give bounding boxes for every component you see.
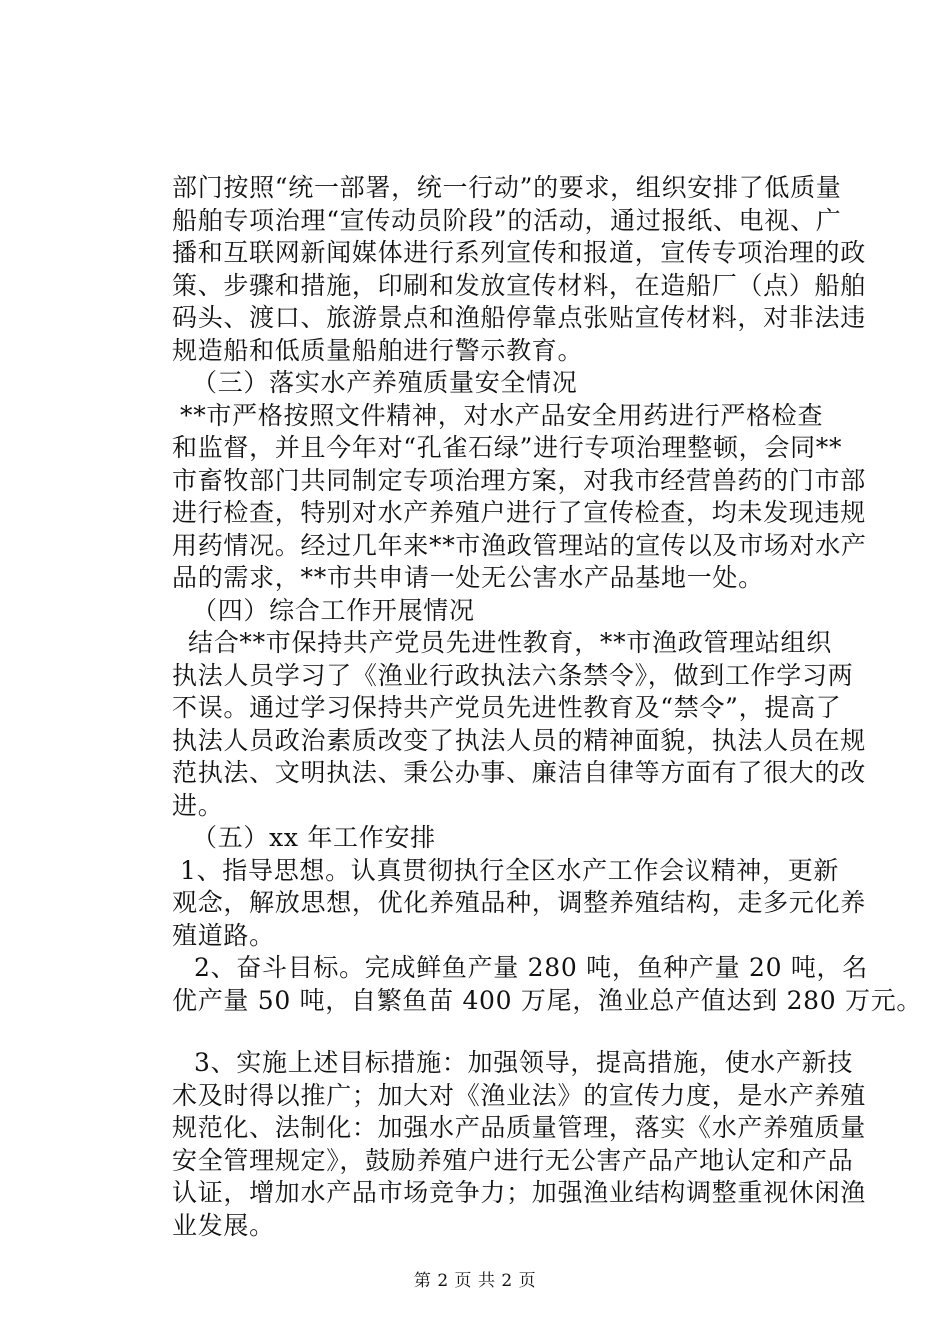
body-line: 执法人员政治素质改变了执法人员的精神面貌，执法人员在规 xyxy=(172,725,866,755)
body-line: **市严格按照文件精神，对水产品安全用药进行严格检查 xyxy=(180,400,824,430)
body-line: 规范化、法制化：加强水产品质量管理，落实《水产养殖质量 xyxy=(172,1113,866,1142)
page-number-footer: 第 2 页 共 2 页 xyxy=(413,1271,537,1291)
paragraph-gap xyxy=(172,1017,832,1047)
body-line: 进行检查，特别对水产养殖户进行了宣传检查，均未发现违规 xyxy=(172,498,866,527)
body-line: 市畜牧部门共同制定专项治理方案，对我市经营兽药的门市部 xyxy=(172,465,866,495)
section-heading-3: （三）落实水产养殖质量安全情况 xyxy=(192,368,578,397)
body-line: 和监督，并且今年对“孔雀石绿”进行专项治理整顿，会同** xyxy=(172,433,843,462)
body-line: 观念，解放思想，优化养殖品种，调整养殖结构，走多元化养 xyxy=(172,888,866,917)
body-line: 认证，增加水产品市场竞争力；加强渔业结构调整重视休闲渔 xyxy=(172,1178,866,1207)
body-line: 部门按照“统一部署，统一行动”的要求，组织安排了低质量 xyxy=(172,173,842,202)
body-line: 播和互联网新闻媒体进行系列宣传和报道，宣传专项治理的政 xyxy=(172,238,866,267)
body-line: 不误。通过学习保持共产党员先进性教育及“禁令”，提高了 xyxy=(172,693,842,722)
body-line: 执法人员学习了《渔业行政执法六条禁令》，做到工作学习两 xyxy=(172,660,854,690)
body-line: 策、步骤和措施，印刷和发放宣传材料，在造船厂（点）船舶 xyxy=(172,270,866,300)
list-item: 2、奋斗目标。完成鲜鱼产量 280 吨，鱼种产量 20 吨，名 xyxy=(194,953,868,982)
body-line: 码头、渡口、旅游景点和渔船停靠点张贴宣传材料，对非法违 xyxy=(172,303,866,332)
body-line: 业发展。 xyxy=(172,1210,275,1240)
body-line: 用药情况。经过几年来**市渔政管理站的宣传以及市场对水产 xyxy=(172,530,867,560)
body-line: 安全管理规定》，鼓励养殖户进行无公害产品产地认定和产品 xyxy=(172,1145,854,1175)
body-line: 范执法、文明执法、秉公办事、廉洁自律等方面有了很大的改 xyxy=(172,758,866,787)
body-line: 殖道路。 xyxy=(172,920,275,950)
body-line: 规造船和低质量船舶进行警示教育。 xyxy=(172,335,584,365)
body-line: 船舶专项治理“宣传动员阶段”的活动，通过报纸、电视、广 xyxy=(172,205,842,235)
body-line: 优产量 50 吨，自繁鱼苗 400 万尾，渔业总产值达到 280 万元。 xyxy=(172,985,923,1015)
list-item: 3、实施上述目标措施：加强领导，提高措施，使水产新技 xyxy=(194,1048,854,1077)
body-line: 结合**市保持共产党员先进性教育，**市渔政管理站组织 xyxy=(188,628,832,657)
body-line: 术及时得以推广；加大对《渔业法》的宣传力度，是水产养殖 xyxy=(172,1080,866,1110)
section-heading-4: （四）综合工作开展情况 xyxy=(192,595,475,625)
document-body xyxy=(172,172,923,1242)
section-heading-5: （五）xx 年工作安排 xyxy=(192,823,436,852)
list-item: 1、指导思想。认真贯彻执行全区水产工作会议精神，更新 xyxy=(180,855,840,885)
body-line: 进。 xyxy=(172,790,224,820)
body-line: 品的需求，**市共申请一处无公害水产品基地一处。 xyxy=(172,563,764,592)
